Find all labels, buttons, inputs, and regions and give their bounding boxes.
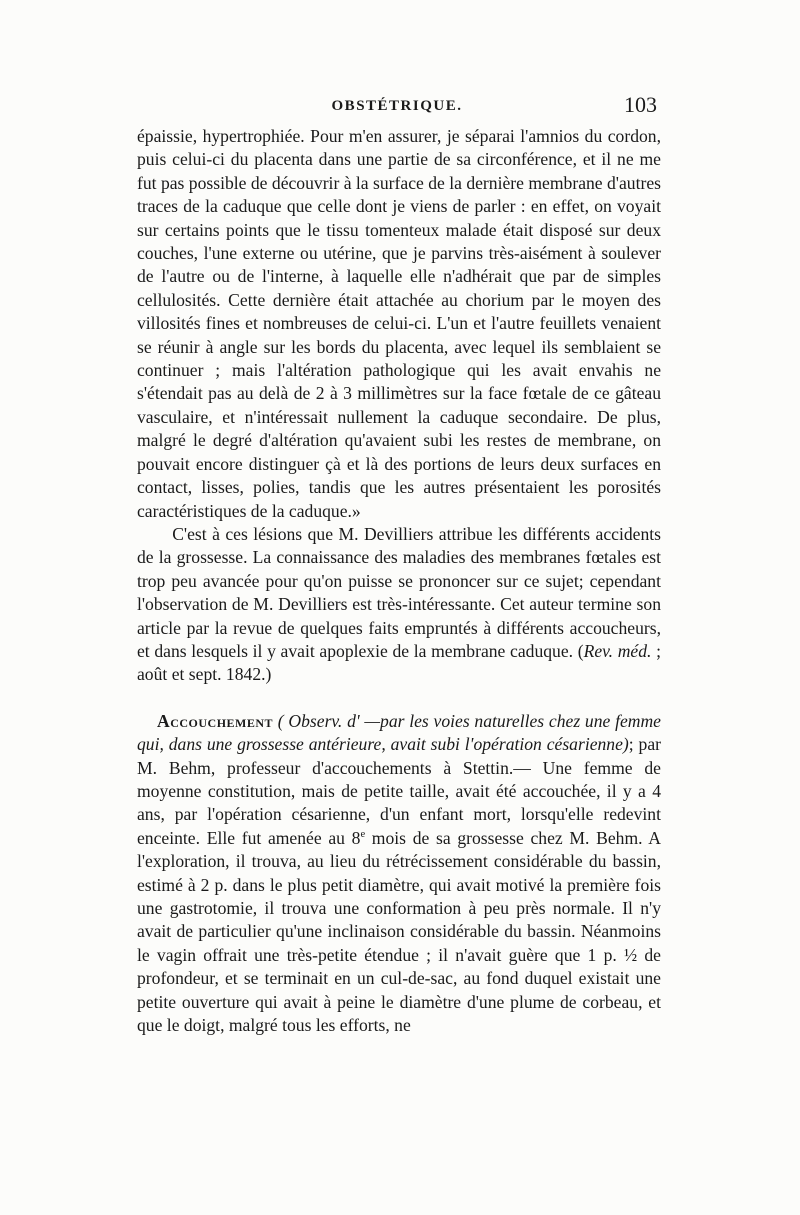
paragraph-devilliers bbox=[137, 523, 661, 687]
superscript: e bbox=[360, 828, 366, 840]
paragraph-continued: épaissie, hypertrophiée. Pour m'en assurer, je séparai l'amnios du cordon, puis celui-ci du placenta dans une partie de sa circonférence, et il ne me fut pas possible de découvrir à la surface de la dernière membrane d'autres traces de la caduque que celle dont je viens de parler : en effet, on voyait sur certains points que le tissu tomenteux malade était disposé sur deux couches, l'une externe ou utérine, que je parvins très-aisément à soulever de l'autre ou de l'interne, à laquelle elle n'adhérait que par de simples cellulosités. Cette dernière était attachée au chorium par le moyen des villosités fines et nombreuses de celui-ci. L'un et l'autre feuillets venaient se réunir à angle sur les bords du placenta, avec lequel ils semblaient se continuer ; mais l'altération pathologique qui les avait envahis ne s'étendait pas au delà de 2 à 3 millimètres sur la face fœtale de ce gâteau vasculaire, et n'intéressait nullement la caduque secondaire. De plus, malgré le degré d'altération qu'avaient subi les restes de membrane, on pouvait encore distinguer çà et là des portions de leurs deux surfaces en contact, lisses, polies, tandis que les autres présentaient les porosités caractéristiques de la caduque.» bbox=[137, 126, 661, 521]
paragraph-text: ; par M. Behm, professeur d'accouchements à Stettin.— Une femme de moyenne constitution, mais de petite taille, avait été accouchée, il y a 4 ans, par l'opération césarienne, d'un enfant mort, lorsqu'elle redevint enceinte. Elle fut amenée au 8 bbox=[137, 734, 661, 848]
body-text bbox=[137, 125, 661, 1037]
citation: Rev. méd. bbox=[583, 640, 652, 661]
page-number: 103 bbox=[624, 92, 657, 117]
running-title: OBSTÉTRIQUE. bbox=[331, 98, 463, 114]
paragraph-text-end: ; août et sept. 1842.) bbox=[137, 640, 661, 685]
section-heading: Accouchement bbox=[157, 710, 274, 731]
observation-title: ( Observ. d' —par les voies naturelles chez une femme qui, dans une grossesse antérieure, avait subi l'opération césarienne) bbox=[137, 710, 661, 755]
paragraph-accouchement bbox=[137, 710, 661, 1038]
paragraph-text: C'est à ces lésions que M. Devilliers attribue les différents accidents de la grossesse. La connaissance des maladies des membranes fœtales est trop peu avancée pour qu'on puisse se prononcer sur ce sujet; cependant l'observation de M. Devilliers est très-intéressante. Cet auteur termine son article par la revue de quelques faits empruntés à différents accoucheurs, et dans lesquels il y avait apoplexie de la membrane caduque. ( bbox=[137, 523, 661, 661]
running-head bbox=[137, 92, 657, 122]
paragraph-text-cont: mois de sa grossesse chez M. Behm. A l'exploration, il trouva, au lieu du rétrécissement considérable du bassin, estimé à 2 p. dans le plus petit diamètre, qui avait motivé la première fois une gastrotomie, il trouva une conformation à peu près normale. Il n'y avait de particulier qu'une inclinaison considérable du bassin. Néanmoins le vagin offrait une très-petite étendue ; il n'avait guère que 1 p. ½ de profondeur, et se terminait en un cul-de-sac, au fond duquel existait une petite ouverture qui avait à peine le diamètre d'une plume de corbeau, et que le doigt, malgré tous les efforts, ne bbox=[137, 827, 661, 1036]
